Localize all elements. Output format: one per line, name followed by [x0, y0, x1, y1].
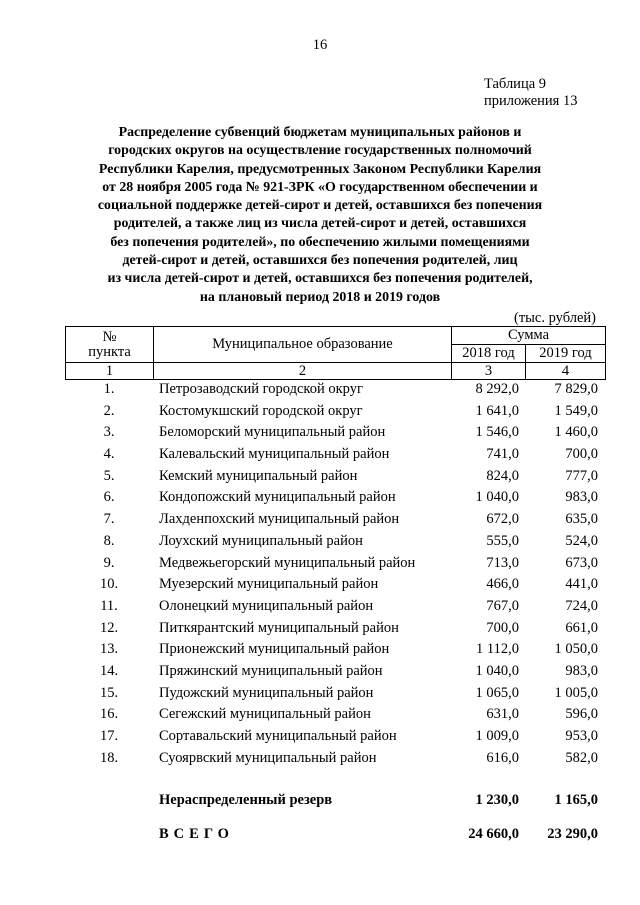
- row-amount-2018: 631,0: [486, 706, 519, 723]
- title-line: без попечения родителей», по обеспечению жилыми помещениями: [110, 234, 530, 250]
- row-amount-2018: 1 112,0: [476, 641, 519, 658]
- row-municipality: Олонецкий муниципальный район: [159, 597, 374, 614]
- row-number: 6.: [103, 489, 115, 506]
- header-year-2018: 2018 год: [452, 345, 526, 363]
- table-row: [65, 706, 605, 728]
- row-number: 15.: [99, 684, 119, 701]
- table-row: [65, 511, 605, 533]
- table-row: [65, 685, 605, 707]
- row-municipality: Кемский муниципальный район: [159, 467, 358, 484]
- row-amount-2019: 441,0: [565, 576, 598, 593]
- title-line: городских округов на осуществление государственных полномочий: [108, 143, 532, 159]
- row-municipality: Кондопожский муниципальный район: [159, 489, 396, 506]
- table-row: [65, 381, 605, 403]
- table-row: [65, 576, 605, 598]
- row-number: 10.: [99, 576, 119, 593]
- row-municipality: Пряжинский муниципальный район: [159, 662, 383, 679]
- row-municipality: Костомукшский городской округ: [159, 402, 363, 419]
- document-title: [40, 124, 600, 307]
- row-amount-2018: 1 040,0: [475, 489, 519, 506]
- row-amount-2018: 767,0: [486, 597, 519, 614]
- total-2018: 24 660,0: [468, 826, 519, 842]
- row-number: 2.: [103, 402, 115, 419]
- total-label: ВСЕГО: [159, 826, 234, 842]
- row-amount-2019: 953,0: [565, 728, 598, 744]
- row-amount-2019: 983,0: [565, 662, 598, 679]
- row-number: 7.: [103, 511, 115, 528]
- row-amount-2019: 1 050,0: [554, 641, 598, 658]
- table-row: [65, 663, 605, 685]
- table-row: [65, 424, 605, 446]
- table-row: [65, 728, 605, 750]
- units-label: (тыс. рублей): [514, 310, 596, 326]
- row-number: 1.: [103, 381, 115, 397]
- total-2019: 23 290,0: [547, 826, 598, 842]
- row-amount-2019: 700,0: [565, 446, 598, 463]
- row-municipality: Сортавальский муниципальный район: [159, 728, 397, 744]
- table-row: [65, 620, 605, 642]
- table-row: [65, 598, 605, 620]
- table-row: [65, 489, 605, 511]
- row-municipality: Беломорский муниципальный район: [159, 424, 386, 441]
- title-line: родителей, а также лиц из числа детей-сирот и детей, оставшихся: [113, 216, 527, 232]
- row-amount-2018: 616,0: [486, 749, 519, 766]
- reserve-2018: 1 230,0: [475, 792, 519, 808]
- table-row: [65, 555, 605, 577]
- row-municipality: Петрозаводский городской округ: [159, 381, 363, 397]
- header-col-2: 2: [154, 363, 452, 380]
- row-amount-2019: 1 460,0: [554, 424, 598, 441]
- row-amount-2018: 1 009,0: [475, 728, 519, 744]
- row-amount-2018: 824,0: [486, 467, 519, 484]
- row-amount-2019: 7 829,0: [554, 381, 598, 397]
- title-line: от 28 ноября 2005 года № 921-ЗРК «О государственном обеспечении и: [102, 179, 538, 195]
- row-amount-2019: 596,0: [565, 706, 598, 723]
- row-municipality: Лахденпохский муниципальный район: [159, 511, 400, 528]
- row-amount-2019: 524,0: [565, 532, 598, 549]
- row-amount-2019: 661,0: [565, 619, 598, 636]
- row-municipality: Пудожский муниципальный район: [159, 684, 374, 701]
- row-amount-2018: 700,0: [486, 619, 519, 636]
- row-number: 17.: [99, 728, 119, 744]
- row-amount-2018: 1 641,0: [475, 402, 519, 419]
- row-amount-2019: 777,0: [565, 467, 598, 484]
- table-row: [65, 750, 605, 772]
- row-amount-2018: 713,0: [486, 554, 519, 571]
- row-amount-2018: 741,0: [486, 446, 519, 463]
- header-item-number: [66, 327, 154, 363]
- title-line: Распределение субвенций бюджетам муниципальных районов и: [118, 125, 522, 140]
- page-number: 16: [312, 37, 328, 53]
- table-header: [65, 326, 606, 380]
- row-amount-2018: 1 065,0: [475, 684, 519, 701]
- header-number-sign: №: [102, 328, 117, 345]
- row-municipality: Прионежский муниципальный район: [159, 641, 390, 658]
- header-col-4: 4: [526, 363, 606, 380]
- row-number: 16.: [99, 706, 119, 723]
- table-reference-line2: приложения 13: [484, 93, 578, 109]
- row-number: 9.: [103, 554, 115, 571]
- table-row: [65, 403, 605, 425]
- row-amount-2018: 672,0: [486, 511, 519, 528]
- row-amount-2018: 1 546,0: [475, 424, 519, 441]
- table-reference-line1: Таблица 9: [484, 76, 547, 92]
- table-row: [65, 468, 605, 490]
- header-col-1: 1: [66, 363, 154, 380]
- row-amount-2019: 1 549,0: [554, 402, 598, 419]
- row-number: 18.: [99, 749, 119, 766]
- table-row: [65, 641, 605, 663]
- row-number: 5.: [103, 467, 115, 484]
- header-sum: Сумма: [452, 327, 606, 345]
- row-municipality: Муезерский муниципальный район: [159, 576, 379, 593]
- row-amount-2018: 466,0: [486, 576, 519, 593]
- row-number: 13.: [99, 641, 119, 658]
- title-line: социальной поддержке детей-сирот и детей, оставшихся без попечения: [97, 198, 543, 214]
- row-amount-2019: 673,0: [565, 554, 598, 571]
- reserve-2019: 1 165,0: [554, 792, 598, 808]
- title-line: из числа детей-сирот и детей, оставшихся без попечения родителей,: [107, 271, 533, 287]
- reserve-row: [65, 792, 605, 812]
- row-number: 11.: [100, 597, 118, 614]
- table-reference: [484, 76, 577, 110]
- row-amount-2018: 1 040,0: [475, 662, 519, 679]
- header-municipality: Муниципальное образование: [154, 327, 452, 363]
- title-line: на плановый период 2018 и 2019 годов: [199, 289, 441, 305]
- row-amount-2018: 8 292,0: [475, 381, 519, 397]
- total-row: [65, 826, 605, 846]
- row-number: 4.: [103, 446, 115, 463]
- row-municipality: Питкярантский муниципальный район: [159, 619, 399, 636]
- header-number-word: пункта: [88, 343, 131, 360]
- row-amount-2019: 983,0: [565, 489, 598, 506]
- row-amount-2019: 635,0: [565, 511, 598, 528]
- row-number: 8.: [103, 532, 115, 549]
- header-col-3: 3: [452, 363, 526, 380]
- reserve-label: Нераспределенный резерв: [159, 792, 333, 808]
- row-number: 3.: [103, 424, 115, 441]
- table-body: [65, 381, 605, 771]
- header-year-2019: 2019 год: [526, 345, 606, 363]
- row-municipality: Медвежьегорский муниципальный район: [159, 554, 416, 571]
- title-line: детей-сирот и детей, оставшихся без попечения родителей, лиц: [122, 253, 518, 269]
- row-municipality: Сегежский муниципальный район: [159, 706, 371, 723]
- row-number: 12.: [99, 619, 119, 636]
- row-amount-2019: 1 005,0: [554, 684, 598, 701]
- row-amount-2019: 724,0: [565, 597, 598, 614]
- row-number: 14.: [99, 662, 119, 679]
- row-amount-2019: 582,0: [565, 749, 598, 766]
- table-row: [65, 533, 605, 555]
- row-amount-2018: 555,0: [486, 532, 519, 549]
- row-municipality: Лоухский муниципальный район: [159, 532, 363, 549]
- row-municipality: Калевальский муниципальный район: [159, 446, 390, 463]
- row-municipality: Суоярвский муниципальный район: [159, 749, 377, 766]
- title-line: Республики Карелия, предусмотренных Законом Республики Карелия: [98, 161, 542, 177]
- table-row: [65, 446, 605, 468]
